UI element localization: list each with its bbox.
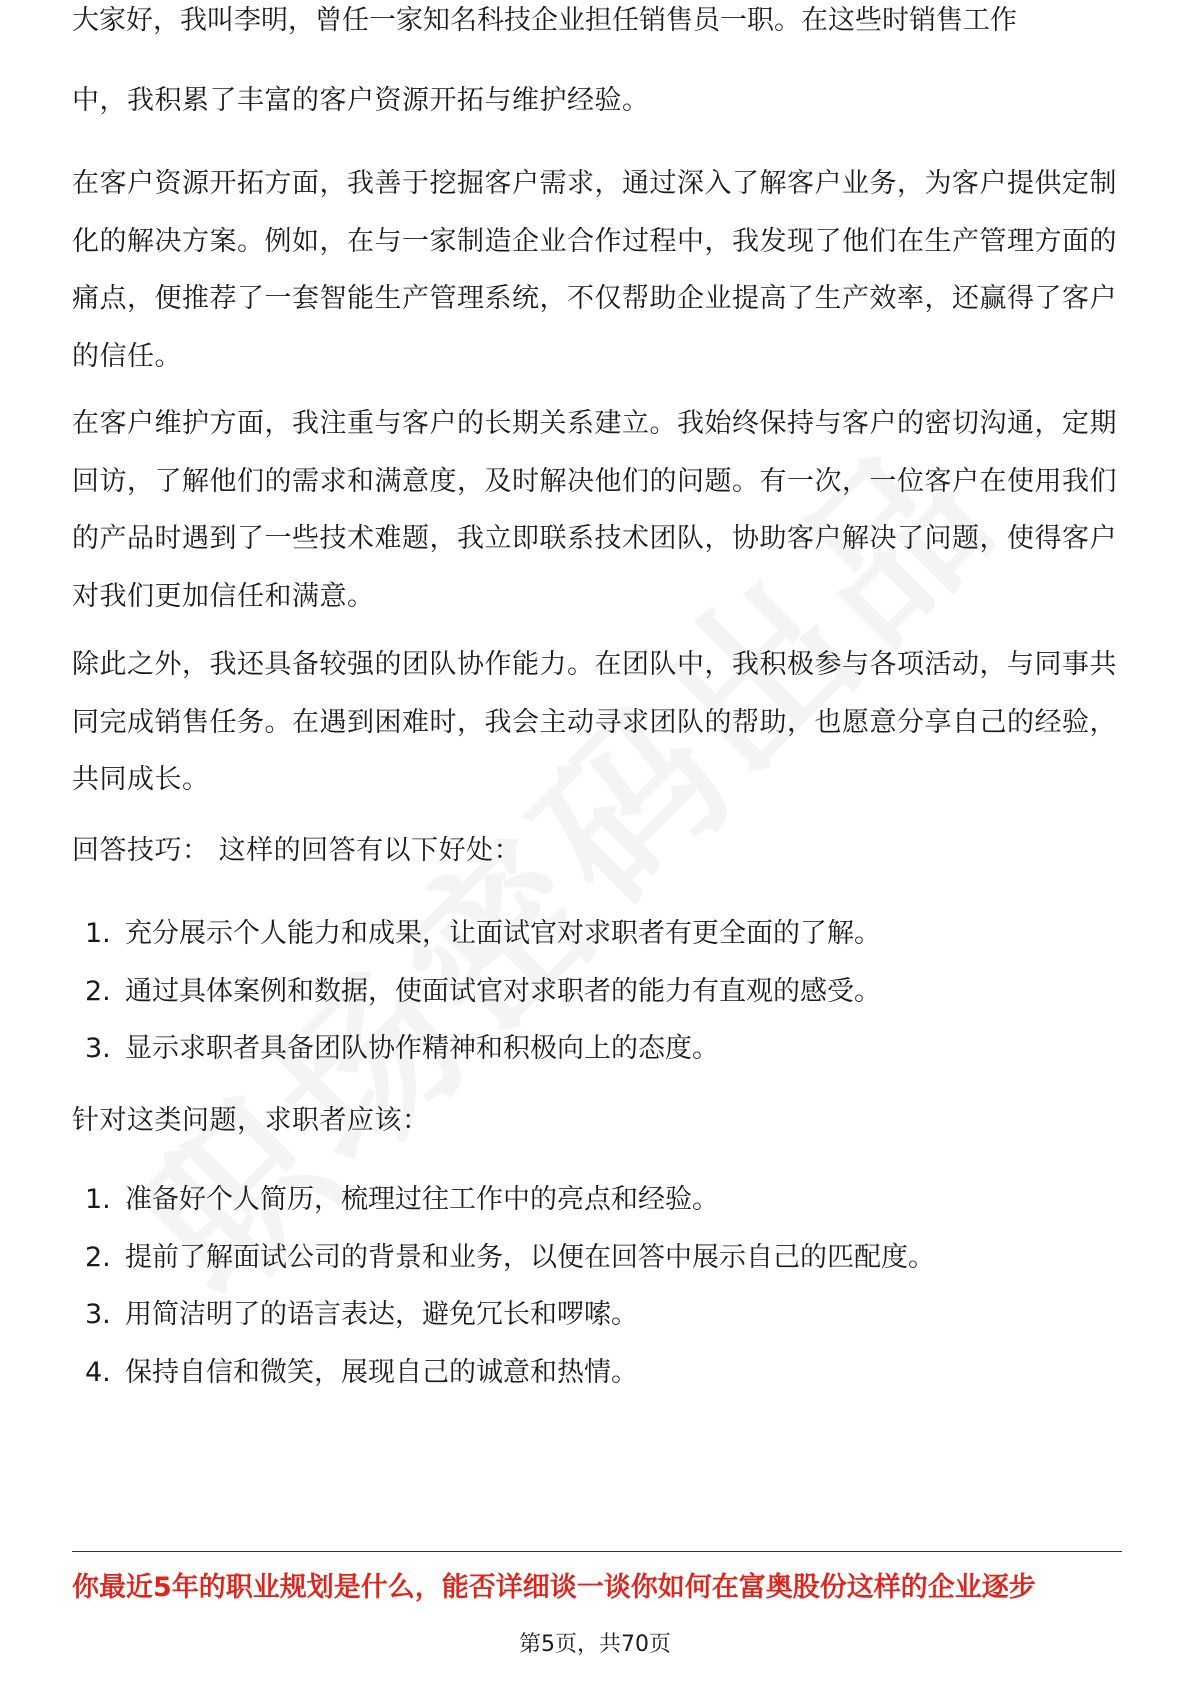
advice-list [85, 1171, 1115, 1401]
list-text: 提前了解面试公司的背景和业务，以便在回答中展示自己的匹配度。 [125, 1241, 935, 1273]
list-item [85, 1229, 1115, 1287]
list-number: 1. [85, 1184, 111, 1215]
list-number: 3. [85, 1033, 111, 1064]
list-item [85, 1020, 1115, 1078]
tips-list [85, 905, 1115, 1078]
list-text: 充分展示个人能力和成果，让面试官对求职者有更全面的了解。 [125, 918, 881, 949]
paragraph-client-maintenance: 在客户维护方面，我注重与客户的长期关系建立。我始终保持与客户的密切沟通，定期回访，了解他们的需求和满意度，及时解决他们的问题。有一次，一位客户在使用我们的产品时遇到了一些技术难题，我立即联系技术团队，协助客户解决了问题，使得客户对我们更加信任和满意。 [72, 408, 1117, 612]
list-number: 2. [85, 1241, 111, 1273]
list-item [85, 963, 1115, 1021]
list-text: 准备好个人简历，梳理过往工作中的亮点和经验。 [125, 1184, 719, 1215]
list-number: 1. [85, 918, 111, 949]
list-item [85, 905, 1115, 963]
tips-heading: 回答技巧： 这样的回答有以下好处： [72, 835, 522, 866]
cut-off-top-text: 大家好，我叫李明，曾任一家知名科技企业担任销售员一职。在这些时销售工作 [72, 5, 1017, 36]
list-number: 2. [85, 975, 111, 1007]
list-number: 3. [85, 1299, 111, 1330]
intro-line: 中，我积累了丰富的客户资源开拓与维护经验。 [72, 85, 650, 116]
list-text: 保持自信和微笑，展现自己的诚意和热情。 [125, 1356, 638, 1388]
next-question-heading: 你最近5年的职业规划是什么，能否详细谈一谈你如何在富奥股份这样的企业逐步 [72, 1572, 1036, 1603]
page-number: 第5页，共70页 [519, 1632, 671, 1657]
advice-heading: 针对这类问题，求职者应该： [72, 1105, 430, 1136]
list-text: 用简洁明了的语言表达，避免冗长和啰嗦。 [125, 1299, 638, 1330]
list-text: 通过具体案例和数据，使面试官对求职者的能力有直观的感受。 [125, 975, 881, 1007]
cut-off-top-line [72, 5, 1122, 60]
list-number: 4. [85, 1356, 111, 1388]
list-item [85, 1286, 1115, 1344]
list-item [85, 1344, 1115, 1402]
list-item [85, 1171, 1115, 1229]
paragraph-client-development: 在客户资源开拓方面，我善于挖掘客户需求，通过深入了解客户业务，为客户提供定制化的解决方案。例如，在与一家制造企业合作过程中，我发现了他们在生产管理方面的痛点，便推荐了一套智能生产管理系统，不仅帮助企业提高了生产效率，还赢得了客户的信任。 [72, 168, 1117, 372]
list-text: 显示求职者具备团队协作精神和积极向上的态度。 [125, 1033, 719, 1064]
paragraph-teamwork: 除此之外，我还具备较强的团队协作能力。在团队中，我积极参与各项活动，与同事共同完成销售任务。在遇到困难时，我会主动寻求团队的帮助，也愿意分享自己的经验，共同成长。 [72, 649, 1117, 795]
section-divider [72, 1551, 1122, 1552]
